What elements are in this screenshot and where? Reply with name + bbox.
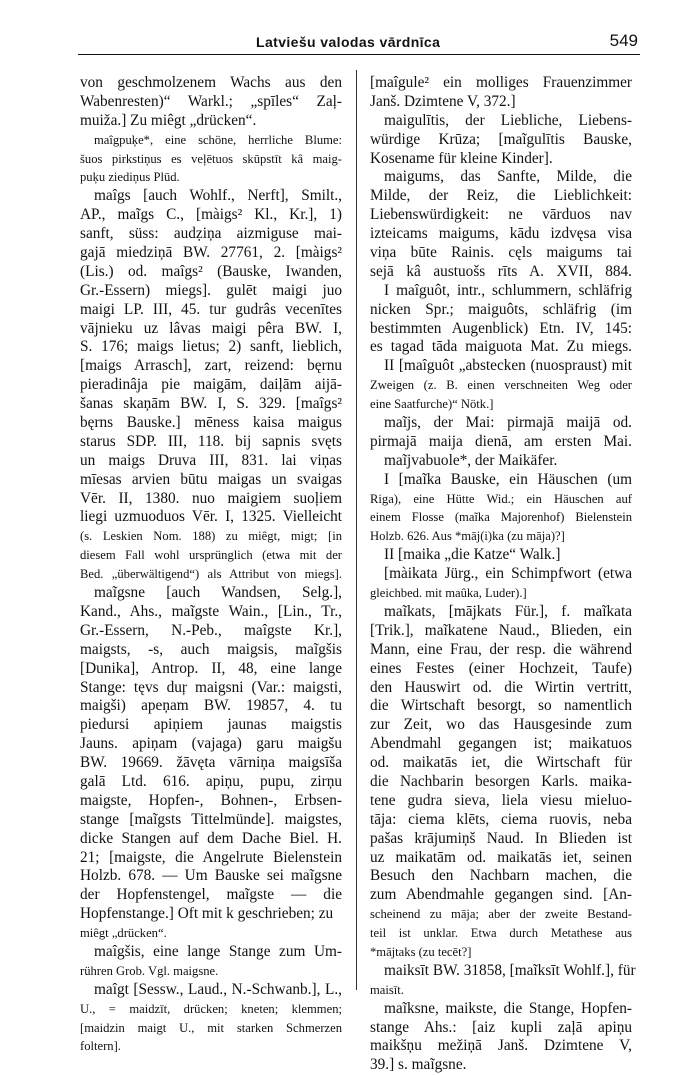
text-line: pirmajā maija dienā, am ersten Mai. bbox=[370, 432, 632, 450]
text-line: sejā kâ austuošs rīts A. XVII, 884. bbox=[370, 262, 632, 280]
text-line: maigi LP. III, 45. tur gudrâs vecenītes bbox=[80, 300, 342, 318]
text-line: maĩgsne [auch Wandsen, Selg.], bbox=[94, 584, 342, 602]
text-line: uz maikatām od. maikatās iet, seinen bbox=[370, 848, 632, 866]
text-line: U., = maidzīt, drücken; kneten; klemmen; bbox=[80, 1001, 342, 1016]
text-line: Zweigen (z. B. einen verschneiten Weg oder bbox=[370, 378, 632, 393]
text-line: maĩjvabuole*, der Maikäfer. bbox=[384, 451, 558, 469]
text-line: es tagad tāda maiguota Mat. Zu miegs. bbox=[370, 338, 632, 356]
text-line: [maigs Arrasch], zart, reizend: bęrnu bbox=[80, 357, 342, 375]
left-column bbox=[80, 74, 342, 1054]
text-line: (s. Leskien Nom. 188) zu miêgt, migt; [in bbox=[80, 529, 342, 544]
text-line: rühren Grob. Vgl. maigsne. bbox=[80, 963, 219, 978]
text-line: Janš. Dzimtene V, 372.] bbox=[370, 92, 516, 110]
text-line: gleichbed. mit maûka, Luder).] bbox=[370, 586, 527, 601]
text-line: teil ist unklar. Etwa durch Metathese aus bbox=[370, 926, 632, 941]
text-line: stange Ahs.: [aiz kupli zaļā apiņu bbox=[370, 1018, 632, 1036]
text-line: un maigs Druva III, 831. lai viņas bbox=[80, 451, 342, 469]
text-line: Gr.-Essern) miegs]. gulēt maigi juo bbox=[80, 281, 342, 299]
text-line: 39.] s. maĩgsne. bbox=[370, 1056, 467, 1074]
text-line: Wabenresten)“ Warkl.; „spīles“ Zaļ- bbox=[80, 92, 342, 110]
text-line: Stange: tęvs duŗ maigsni (Var.: maigsti, bbox=[80, 678, 342, 696]
text-line: maîgt [Sessw., Laud., N.-Schwanb.], L., bbox=[94, 980, 342, 998]
text-line: šanas skaņām BW. I, S. 329. [maîgs² bbox=[80, 395, 342, 413]
text-line: maîgpuķe*, eine schöne, herrliche Blume: bbox=[94, 132, 342, 147]
text-line: galā Ltd. 616. apiņu, pupu, zirņu bbox=[80, 772, 342, 790]
text-line: Besuch den Nachbarn machen, die bbox=[370, 867, 632, 885]
text-line: die Nachbarin besorgen Karls. maika- bbox=[370, 772, 632, 790]
text-line: AP., maĩgs C., [màigs² Kl., Kr.], 1) bbox=[80, 206, 342, 224]
text-line: maigši) apeņam BW. 19857, 4. tu bbox=[80, 697, 342, 715]
text-line: maĩjs, der Mai: pirmajā maijā od. bbox=[384, 414, 632, 432]
text-line: viņa būte Rainis. cęls maigums tai bbox=[370, 244, 632, 262]
text-line: maigums, das Sanfte, Milde, die bbox=[384, 168, 632, 186]
text-line: maigste, Hopfen-, Bohnen-, Erbsen- bbox=[80, 791, 342, 809]
text-line: von geschmolzenem Wachs aus den bbox=[80, 74, 342, 91]
text-line: vājnieku uz lâvas maigi pêra BW. I, bbox=[80, 319, 342, 337]
text-line: I maîguôt, intr., schlummern, schläfrig bbox=[384, 281, 632, 299]
text-line: die Wirtschaft besorgt, so namentlich bbox=[370, 697, 632, 715]
text-line: bęrns Bauske.] mēness kaisa maigus bbox=[80, 414, 342, 432]
text-line: od. maikatās iet, die Wirtschaft für bbox=[370, 754, 632, 772]
text-line: izteicams maigums, kādu izdvęsa visa bbox=[370, 225, 632, 243]
text-line: Holzb. 678. — Um Bauske sei maĩgsne bbox=[80, 867, 342, 885]
text-line: maiksīt BW. 31858, [maĩksīt Wohlf.], für bbox=[384, 961, 636, 979]
text-line: šuos pirkstiņus es veļētuos skūpstīt kâ maig- bbox=[80, 151, 342, 166]
text-line: maikšņu mežiņā Janš. Dzimtene V, bbox=[370, 1037, 632, 1055]
right-column bbox=[370, 74, 636, 1074]
text-line: zum Abendmahle gegangen sind. [An- bbox=[370, 886, 632, 904]
text-line: nicken Spr.; maiguôts, schläfrig (im bbox=[370, 300, 632, 318]
text-line: einem Flosse (maĩka Majorenhof) Bielenstein bbox=[370, 510, 632, 525]
text-line: eines Festes (einer Hochzeit, Taufe) bbox=[370, 659, 632, 677]
text-line: maĩkats, [mājkats Für.], f. maĩkata bbox=[384, 602, 632, 620]
text-line: mīesas arvien būtu maigas un svaigas bbox=[80, 470, 342, 488]
text-line: 21; [maigste, die Angelrute Bielenstein bbox=[80, 848, 342, 866]
text-line: maigsts, -s, auch maigsis, maĩgšis bbox=[80, 640, 342, 658]
text-line: [Dunika], Antrop. II, 48, eine lange bbox=[80, 659, 342, 677]
text-line: maîgs [auch Wohlf., Nerft], Smilt., bbox=[94, 187, 342, 205]
text-line: pieradinâja pie maigām, daiļām aijā- bbox=[80, 376, 342, 394]
text-line: Milde, der Reiz, die Lieblichkeit: bbox=[370, 187, 632, 205]
text-line: BW. 19669. žāvęta vārniņa maigsīša bbox=[80, 754, 342, 772]
text-line: würdige Krūza; [maĩgulītis Bauske, bbox=[370, 130, 632, 148]
text-line: miêgt „drücken“. bbox=[80, 926, 167, 941]
text-line: (Lis.) od. maîgs² (Bauske, Iwanden, bbox=[80, 262, 342, 280]
text-line: zur Zeit, wo das Hausgesinde zum bbox=[370, 716, 632, 734]
text-line: puķu ziediņus Plūd. bbox=[80, 170, 180, 185]
text-line: gajā miedziņā BW. 27761, 2. [màigs² bbox=[80, 244, 342, 262]
text-line: Bed. „überwältigend“) als Attribut von miegs]. bbox=[80, 567, 342, 582]
text-line: piedursi apiņiem jaunas maigstis bbox=[80, 716, 342, 734]
text-line: S. 176; maigs lietus; 2) sanft, lieblich, bbox=[80, 338, 342, 356]
text-line: Abendmahl gegangen ist; maikatuos bbox=[370, 735, 632, 753]
text-line: dicke Stangen auf dem Dache Biel. H. bbox=[80, 829, 342, 847]
column-divider bbox=[356, 70, 357, 990]
text-line: maigulītis, der Liebliche, Liebens- bbox=[384, 111, 632, 129]
text-line: Hopfenstange.] Oft mit k geschrieben; zu bbox=[80, 905, 334, 923]
text-line: Gr.-Essern, N.-Peb., maîgste Kr.], bbox=[80, 621, 342, 639]
text-line: maisīt. bbox=[370, 982, 404, 997]
text-line: starus SDP. III, 118. bij sapnis svęts bbox=[80, 432, 342, 450]
text-line: *mājtaks (zu tecēt?] bbox=[370, 944, 472, 959]
text-line: maĩksne, maikste, die Stange, Hopfen- bbox=[384, 999, 632, 1017]
text-line: foltern]. bbox=[80, 1039, 121, 1054]
text-line: stange [maĩgsts Tittelmünde]. maigstes, bbox=[80, 810, 342, 828]
text-line: muiža.] Zu miêgt „drücken“. bbox=[80, 111, 257, 129]
text-line: Mann, eine Frau, der resp. die während bbox=[370, 640, 632, 658]
text-line: [màikata Jürg., ein Schimpfwort (etwa bbox=[384, 565, 632, 583]
text-line: liegi uzmuoduos Vēr. I, 1325. Vielleicht bbox=[80, 508, 342, 526]
text-line: Kosename für kleine Kinder]. bbox=[370, 149, 553, 167]
text-line: diesem Fall wohl ursprünglich (etwa mit der bbox=[80, 548, 342, 563]
text-line: Holzb. 626. Aus *māj(i)ka (zu māja)?] bbox=[370, 529, 565, 544]
text-line: Kand., Ahs., maĩgste Wain., [Lin., Tr., bbox=[80, 602, 342, 620]
text-line: [maîgule² ein molliges Frauenzimmer bbox=[370, 74, 632, 91]
text-line: [maidzin maigt U., mit starken Schmerzen bbox=[80, 1020, 342, 1035]
text-line: pašas krājumiņš Naud. In Blieden ist bbox=[370, 829, 632, 847]
text-line: bestimmten Augenblick) Etn. IV, 145: bbox=[370, 319, 632, 337]
text-line: der Hopfenstengel, maĩgste — die bbox=[80, 886, 342, 904]
text-line: Vēr. II, 1380. nuo maigiem suoļiem bbox=[80, 489, 342, 507]
text-line: [Trik.], maĩkatene Naud., Blieden, ein bbox=[370, 621, 632, 639]
text-line: scheinend zu māja; aber der zweite Bestand- bbox=[370, 907, 632, 922]
text-line: I [maĩka Bauske, ein Häuschen (um bbox=[384, 470, 632, 488]
text-line: den Hauswirt od. die Wirtin vertritt, bbox=[370, 678, 632, 696]
page-header bbox=[78, 24, 640, 55]
text-line: Liebenswürdigkeit: ne vārduos nav bbox=[370, 206, 632, 224]
text-line: sanft, süss: audẓiņa aizmiguse mai- bbox=[80, 225, 342, 243]
text-line: tene gudra sieva, liela viesu mieluo- bbox=[370, 791, 632, 809]
text-line: Jauns. apiņam (vajaga) garu maigšu bbox=[80, 735, 342, 753]
running-title: Latviešu valodas vārdnīca bbox=[256, 34, 441, 50]
text-line: II [maîguôt „abstecken (nuospraust) mit bbox=[384, 357, 632, 375]
text-line: eine Saatfurche)“ Nötk.] bbox=[370, 397, 494, 412]
page-number: 549 bbox=[609, 31, 638, 50]
text-line: tāja: ciema klēts, ciema ruovis, neba bbox=[370, 810, 632, 828]
text-line: II [maika „die Katze“ Walk.] bbox=[384, 546, 561, 564]
text-line: Riga), eine Hütte Wid.; ein Häuschen auf bbox=[370, 491, 632, 506]
text-line: maîgšis, eine lange Stange zum Um- bbox=[94, 942, 342, 960]
